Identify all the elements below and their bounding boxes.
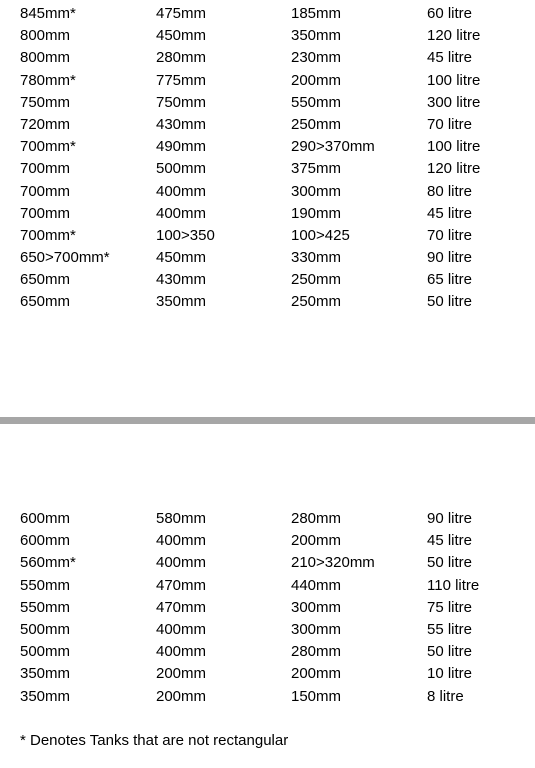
table-cell: 350mm [291, 27, 342, 45]
table-cell: 775mm [156, 71, 207, 89]
table-cell: 200mm [291, 71, 342, 89]
table-cell: 55 litre [427, 620, 473, 638]
table-cell: 750mm [20, 93, 71, 111]
table-cell: 700mm [20, 204, 71, 222]
table-cell: 280mm [156, 49, 207, 67]
table-cell: 650mm [20, 271, 71, 289]
table-cell: 210>320mm [291, 554, 375, 572]
table-cell: 550mm [20, 576, 71, 594]
table-cell: 350mm [20, 687, 71, 705]
table-cell: 200mm [156, 665, 207, 683]
table-cell: 800mm [20, 27, 71, 45]
table-cell: 45 litre [427, 532, 473, 550]
table-cell: 450mm [156, 249, 207, 267]
table-cell: 190mm [291, 204, 342, 222]
table-cell: 800mm [20, 49, 71, 67]
table-cell: 500mm [20, 643, 71, 661]
table-cell: 250mm [291, 271, 342, 289]
table-cell: 300 litre [427, 93, 481, 111]
table-cell: 300mm [291, 598, 342, 616]
table-cell: 400mm [156, 182, 207, 200]
table-cell: 560mm* [20, 554, 76, 572]
table-cell: 120 litre [427, 27, 481, 45]
table-cell: 400mm [156, 643, 207, 661]
table-cell: 400mm [156, 554, 207, 572]
table-cell: 80 litre [427, 182, 473, 200]
table-cell: 470mm [156, 576, 207, 594]
table-cell: 550mm [20, 598, 71, 616]
table-cell: 600mm [20, 532, 71, 550]
table-cell: 330mm [291, 249, 342, 267]
table-cell: 70 litre [427, 226, 473, 244]
table-cell: 500mm [20, 620, 71, 638]
table-cell: 75 litre [427, 598, 473, 616]
table-cell: 250mm [291, 115, 342, 133]
table-cell: 700mm* [20, 138, 76, 156]
table-cell: 100>350 [156, 226, 215, 244]
table-cell: 475mm [156, 5, 207, 22]
table-cell: 720mm [20, 115, 71, 133]
table-cell: 100>425 [291, 226, 350, 244]
table-cell: 430mm [156, 115, 207, 133]
table-cell: 230mm [291, 49, 342, 67]
footnote: * Denotes Tanks that are not rectangular [20, 732, 289, 749]
table-cell: 470mm [156, 598, 207, 616]
table-cell: 90 litre [427, 249, 473, 267]
table-cell: 60 litre [427, 5, 473, 22]
table-cell: 200mm [291, 532, 342, 550]
table-cell: 10 litre [427, 665, 473, 683]
table-cell: 120 litre [427, 160, 481, 178]
table-cell: 300mm [291, 620, 342, 638]
table-cell: 200mm [291, 665, 342, 683]
table-cell: 350mm [20, 665, 71, 683]
table-cell: 200mm [156, 687, 207, 705]
section-divider [0, 417, 535, 424]
table-cell: 110 litre [427, 576, 480, 594]
table-cell: 780mm* [20, 71, 76, 89]
table-cell: 700mm [20, 160, 71, 178]
table-cell: 150mm [291, 687, 342, 705]
table-cell: 280mm [291, 510, 342, 527]
table-cell: 45 litre [427, 204, 473, 222]
table-cell: 490mm [156, 138, 207, 156]
table-cell: 290>370mm [291, 138, 375, 156]
table-cell: 90 litre [427, 510, 473, 527]
table-cell: 250mm [291, 293, 342, 311]
table-cell: 100 litre [427, 71, 481, 89]
table-cell: 8 litre [427, 687, 464, 705]
table-cell: 500mm [156, 160, 207, 178]
table-cell: 650>700mm* [20, 249, 110, 267]
table-cell: 50 litre [427, 293, 473, 311]
table-cell: 650mm [20, 293, 71, 311]
table-cell: 65 litre [427, 271, 473, 289]
table-cell: 280mm [291, 643, 342, 661]
table-cell: 45 litre [427, 49, 473, 67]
table-cell: 400mm [156, 204, 207, 222]
table-cell: 600mm [20, 510, 71, 527]
table-cell: 350mm [156, 293, 207, 311]
table-cell: 300mm [291, 182, 342, 200]
table-cell: 580mm [156, 510, 207, 527]
table-cell: 400mm [156, 532, 207, 550]
table-cell: 700mm [20, 182, 71, 200]
table-cell: 50 litre [427, 554, 473, 572]
table-cell: 440mm [291, 576, 342, 594]
table-cell: 100 litre [427, 138, 481, 156]
table-cell: 185mm [291, 5, 342, 22]
table-cell: 400mm [156, 620, 207, 638]
table-cell: 700mm* [20, 226, 76, 244]
table-cell: 70 litre [427, 115, 473, 133]
table-cell: 430mm [156, 271, 207, 289]
table-cell: 50 litre [427, 643, 473, 661]
table-cell: 550mm [291, 93, 342, 111]
table-cell: 750mm [156, 93, 207, 111]
table-cell: 845mm* [20, 5, 76, 22]
table-cell: 450mm [156, 27, 207, 45]
table-cell: 375mm [291, 160, 342, 178]
